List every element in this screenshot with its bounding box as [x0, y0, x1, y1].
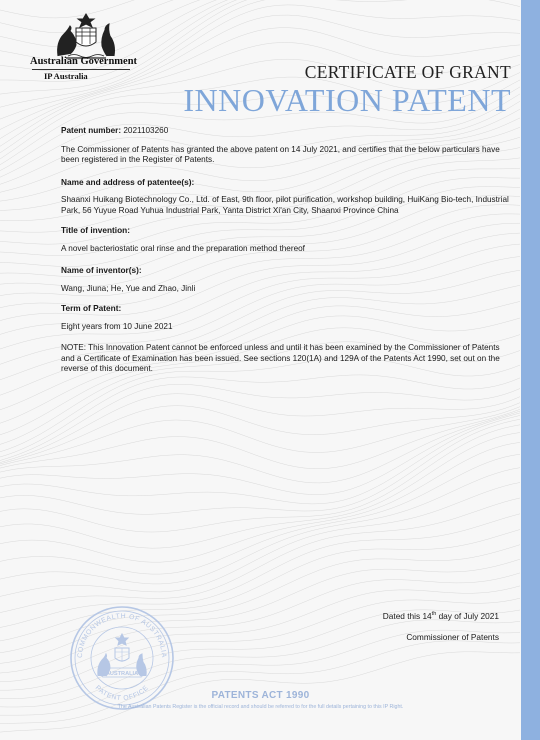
- wave-line: [0, 425, 520, 532]
- dated-ordinal: th: [431, 611, 437, 618]
- term-value: Eight years from 10 June 2021: [61, 321, 173, 331]
- wave-line: [0, 454, 520, 574]
- wave-line: [0, 384, 520, 460]
- patent-type-heading: INNOVATION PATENT: [183, 82, 511, 118]
- wave-line: [0, 413, 520, 495]
- wave-line: [0, 442, 520, 562]
- invention-title: A novel bacteriostatic oral rinse and the preparation method thereof: [61, 243, 305, 253]
- dated-prefix: Dated this 14: [382, 611, 432, 621]
- wave-line: [0, 411, 520, 483]
- invention-title-label: Title of invention:: [61, 225, 130, 235]
- wave-line: [0, 483, 520, 597]
- patents-act-title: PATENTS ACT 1990: [211, 690, 310, 701]
- commissioner-signature: Commissioner of Patents: [406, 632, 499, 642]
- agency-name: IP Australia: [44, 71, 88, 81]
- patentee-value: Shaanxi Huikang Biotechnology Co., Ltd. of East, 9th floor, pilot purification, workshop building, HuiKang Bio-tech, Industrial Park, 56 Yuyue Road Yuhua Industrial Park, Yanta District Xi'an City, Shaanxi Province China: [61, 195, 509, 215]
- patent-number-line: [61, 126, 511, 137]
- wave-line: [0, 498, 520, 613]
- grant-statement: The Commissioner of Patents has granted the above patent on 14 July 2021, and certifies that the below particulars have been registered in the Register of Patents.: [61, 144, 500, 164]
- enforcement-note: NOTE: This Innovation Patent cannot be enforced unless and until it has been examined by the Commissioner of Patents and a Certificate of Examination has been issued. See sections 120(1A) and 129A of the Patents Act 1990, set out on the reverse of this document.: [61, 343, 500, 373]
- certificate-details: [61, 126, 511, 375]
- government-name: Australian Government: [30, 56, 138, 67]
- patentee-label: Name and address of patentee(s):: [61, 176, 195, 187]
- wave-line: [0, 394, 520, 463]
- inventor-names: Wang, Jiuna; He, Yue and Zhao, Jinli: [61, 283, 196, 293]
- register-footnote: The Australian Patents Register is the official record and should be referred to for the full details pertaining to this IP Right.: [117, 704, 404, 710]
- certificate-title: CERTIFICATE OF GRANT: [304, 62, 511, 82]
- seal-top-text: COMMONWEALTH OF AUSTRALIA: [76, 612, 168, 659]
- wave-line: [0, 375, 520, 457]
- wave-line: [0, 415, 520, 504]
- seal-banner-text: AUSTRALIA: [105, 671, 139, 677]
- patent-number-label: Patent number:: [61, 126, 122, 135]
- patent-number: 2021103260: [123, 126, 169, 135]
- inventor-label: Name of inventor(s):: [61, 265, 142, 275]
- header-divider: [32, 69, 130, 70]
- seal-bottom-text: PATENT OFFICE: [93, 684, 151, 703]
- dated-suffix: day of July 2021: [436, 611, 499, 621]
- wave-line: [0, 419, 520, 514]
- term-label: Term of Patent:: [61, 303, 122, 313]
- dated-line: [383, 611, 499, 621]
- blue-side-bar: [521, 0, 540, 740]
- coat-of-arms-icon: [46, 12, 126, 60]
